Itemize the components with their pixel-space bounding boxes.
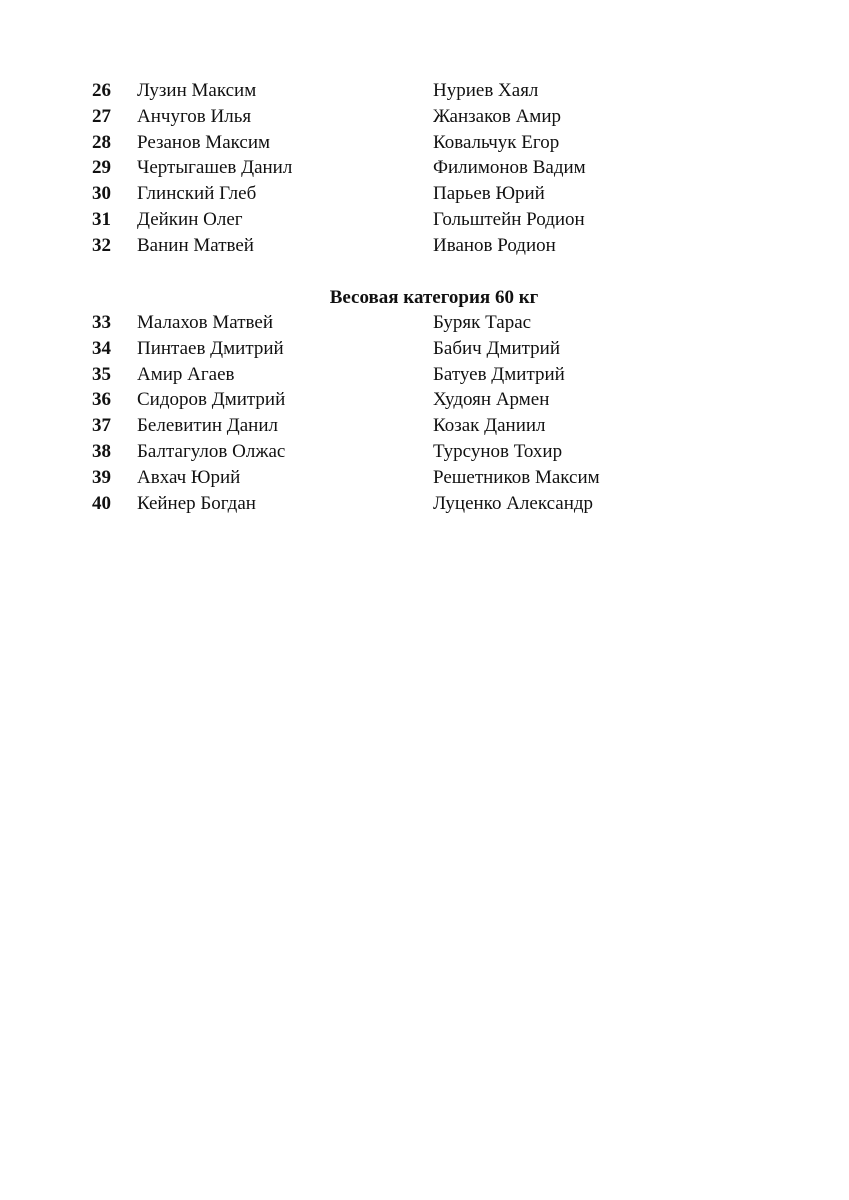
participant-right: Гольштейн Родион <box>433 208 585 230</box>
pair-number: 28 <box>92 131 111 153</box>
pair-number: 33 <box>92 312 111 333</box>
participant-right: Ковальчук Егор <box>433 131 560 153</box>
pair-number: 30 <box>92 183 111 205</box>
participant-right: Нуриев Хаял <box>433 80 539 101</box>
participant-left: Кейнер Богдан <box>137 492 256 514</box>
participant-left: Чертыгашев Данил <box>137 157 293 179</box>
pair-number: 32 <box>92 234 111 256</box>
pair-number: 40 <box>92 492 111 514</box>
pair-row <box>92 233 712 259</box>
pairs-list-group-1 <box>92 78 712 259</box>
pair-row <box>92 387 712 413</box>
pair-number: 36 <box>92 389 111 411</box>
pair-number: 37 <box>92 415 111 437</box>
participant-right: Худоян Армен <box>433 389 550 411</box>
pair-number: 35 <box>92 363 111 385</box>
pair-row <box>92 362 712 388</box>
pair-row <box>92 465 712 491</box>
participant-right: Жанзаков Амир <box>433 105 561 127</box>
pair-number: 31 <box>92 208 111 230</box>
weight-category-heading: Весовая категория 60 кг <box>329 287 539 308</box>
participant-left: Амир Агаев <box>137 363 235 385</box>
participant-left: Малахов Матвей <box>137 312 274 333</box>
participant-right: Филимонов Вадим <box>433 157 586 179</box>
pair-row <box>92 207 712 233</box>
pair-number: 27 <box>92 105 111 127</box>
participant-left: Лузин Максим <box>137 80 257 101</box>
participant-left: Белевитин Данил <box>137 415 278 437</box>
pair-row <box>92 155 712 181</box>
pair-row <box>92 310 712 336</box>
pair-number: 26 <box>92 80 111 101</box>
pair-number: 38 <box>92 440 111 462</box>
pair-number: 39 <box>92 466 111 488</box>
pair-row <box>92 78 712 104</box>
participant-right: Турсунов Тохир <box>433 440 563 462</box>
participant-right: Иванов Родион <box>433 234 556 256</box>
pair-number: 34 <box>92 337 111 359</box>
pair-row <box>92 491 712 517</box>
participant-right: Бабич Дмитрий <box>433 337 561 359</box>
pair-row <box>92 439 712 465</box>
participant-left: Ванин Матвей <box>137 234 254 256</box>
participant-right: Батуев Дмитрий <box>433 363 565 385</box>
participant-left: Резанов Максим <box>137 131 271 153</box>
participant-left: Глинский Глеб <box>137 183 257 205</box>
pair-row <box>92 130 712 156</box>
pair-row <box>92 104 712 130</box>
participant-right: Парьев Юрий <box>433 183 545 205</box>
participant-left: Балтагулов Олжас <box>137 440 286 462</box>
participant-left: Сидоров Дмитрий <box>137 389 286 411</box>
pair-row <box>92 181 712 207</box>
participant-right: Буряк Тарас <box>433 312 532 333</box>
pair-row <box>92 413 712 439</box>
participant-right: Решетников Максим <box>433 466 600 488</box>
participant-right: Луценко Александр <box>433 492 594 514</box>
pair-number: 29 <box>92 157 111 179</box>
pair-row <box>92 336 712 362</box>
participant-left: Дейкин Олег <box>137 208 243 230</box>
participant-left: Анчугов Илья <box>137 105 252 127</box>
pairs-list-group-2 <box>92 310 712 516</box>
participant-left: Авхач Юрий <box>137 466 241 488</box>
participant-right: Козак Даниил <box>433 415 546 437</box>
participant-left: Пинтаев Дмитрий <box>137 337 284 359</box>
